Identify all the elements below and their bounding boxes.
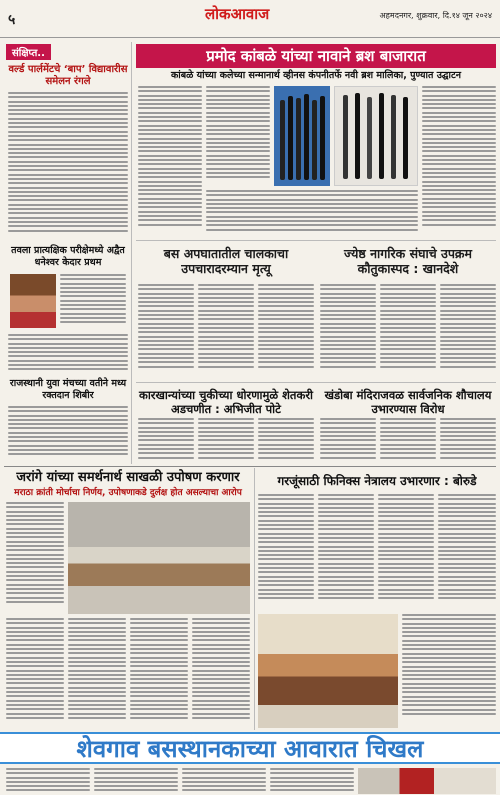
jyeshtha-body-col3 [440,284,496,378]
accident-headline: बस अपघातातील चालकाचा उपचारादरम्यान मृत्यू [163,246,289,276]
garjuli-body-col1 [258,494,314,610]
supporters-subhead: मराठा क्रांती मोर्चाचा निर्णय, उपोषणाकडे दुर्लक्ष होत असल्याचा आरोप [14,488,242,498]
issue-date: अहमदनगर, शुक्रवार, दि.१४ जून २०२४ [379,11,492,20]
accident-body-col2 [198,284,254,378]
lead-body-col5 [422,86,496,236]
garjuli-body-col5 [402,614,496,728]
banner-body-col1 [6,768,90,794]
lead-headline: प्रमोद कांबळे यांच्या नावाने ब्रश बाजारात [136,44,496,68]
story2-body-cont [8,334,128,374]
eye-hospital-photo [258,614,398,728]
accident-body-col1 [138,284,194,378]
student-photo [10,274,56,328]
brush-photo-2 [334,86,418,186]
story2-body [60,274,126,330]
banner-body-col2 [94,768,178,794]
farmers-body-col3 [258,418,314,462]
supporters-body-col1b [6,618,64,728]
jyeshtha-body-col2 [380,284,436,378]
story1-body [8,92,128,242]
garjuli-body-col2 [318,494,374,610]
sidebar-briefs [4,42,132,464]
garjuli-body-col4 [438,494,496,610]
bus-stand-photo [358,768,496,794]
accident-body-col3 [258,284,314,378]
supporters-body-col2 [68,618,126,728]
banner-headline: शेवगाव बसस्थानकाच्या आवारात चिखल [76,735,424,763]
story2-title: तवला प्रात्यक्षिक परीक्षेमध्ये अद्वैत धनेश्वर केदार प्रथम [11,245,125,268]
farmers-body-col2 [198,418,254,462]
supporters-body-col1 [6,502,64,614]
jyeshtha-body-col1 [320,284,376,378]
khandoba-headline: खंडोबा मंदिराजवळ सार्वजनिक शौचालय उभारण्यास विरोध [324,388,492,416]
khandoba-body-col2 [380,418,436,462]
supporters-body-col4 [192,618,250,728]
banner-body-col4 [270,768,354,794]
story3-title: राजस्थानी युवा मंचच्या वतीने मध्य रक्तदान शिबीर [9,378,127,401]
farmers-headline: कारखान्यांच्या चुकीच्या धोरणामुळे शेतकरी अडचणीत : अभिजीत पोटे [138,388,314,416]
supporters-headline: जरांगे यांच्या समर्थनार्थ साखळी उपोषण करणार [16,470,240,485]
page-number: ५ [8,12,16,28]
khandoba-body-col3 [440,418,496,462]
lead-subhead: कांबळे यांच्या कलेच्या सन्मानार्थ व्हीनस कंपनीतर्फे नवी ब्रश मालिका, पुण्यात उद्घाटन [170,70,462,81]
brush-photo-1 [274,86,330,186]
lead-body-col2 [206,86,270,186]
bottom-banner [0,732,500,764]
garjuli-headline: गरजूंसाठी फिनिक्स नेत्रालय उभारणार : बोरुडे [277,474,477,488]
lead-captions [206,190,418,234]
banner-body-col3 [182,768,266,794]
khandoba-body-col1 [320,418,376,462]
garjuli-body-col3 [378,494,434,610]
briefs-label: संक्षिप्त.. [6,44,51,60]
story3-body [8,406,128,462]
newspaper-logo: लोकआवाज [205,5,270,23]
lead-body-col1 [138,86,202,236]
jyeshtha-headline: ज्येष्ठ नागरिक संघाचे उपक्रम कौतुकास्पद : खानदेशे [343,246,473,276]
farmers-body-col1 [138,418,194,462]
protest-photo [68,502,250,614]
masthead [0,0,500,38]
story1-title: वर्ल्ड पार्लमेंटचे ‘बाप’ विद्यावारीस समेलन रंगले [8,64,128,87]
supporters-body-col3 [130,618,188,728]
